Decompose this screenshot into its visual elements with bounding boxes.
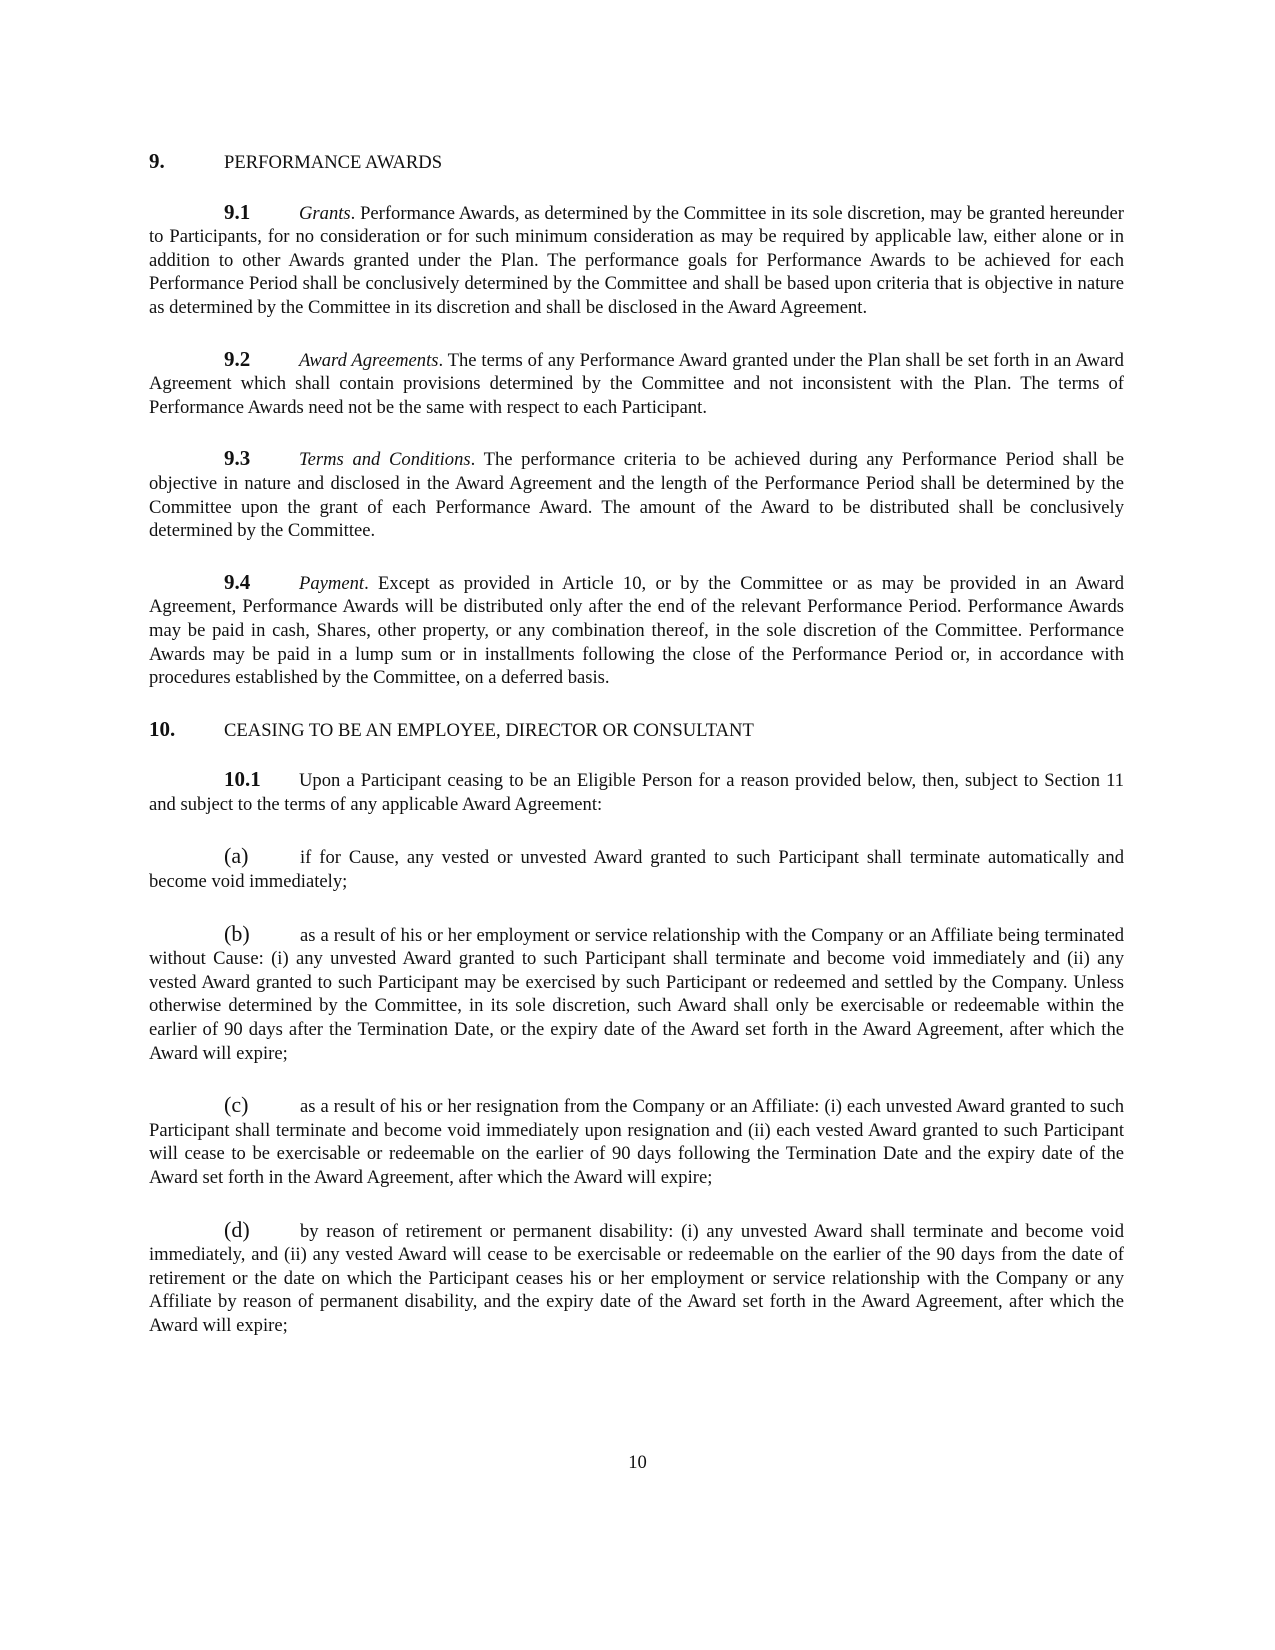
clause-label: (d): [224, 1216, 250, 1242]
clause-text: if for Cause, any vested or unvested Award granted to such Participant shall terminate automatically and become void immediately;: [149, 847, 1124, 893]
paragraph-text: . Performance Awards, as determined by the Committee in its sole discretion, may be granted hereunder to Participants, for no consideration or for such minimum consideration as may be required by applicable law, either alone or in addition to other Awards granted under the Plan. The performance goals for Performance Awards to be achieved for each Performance Period shall be conclusively determined by the Committee and shall be based upon criteria that is objective in nature as determined by the Committee in its discretion and shall be disclosed in the Award Agreement.: [149, 202, 1124, 318]
page-number: 10: [628, 1452, 647, 1473]
paragraph-9-2: [149, 348, 1124, 420]
paragraph-text: . Except as provided in Article 10, or by the Committee or as may be provided in an Award Agreement, Performance Awards will be distributed only after the end of the relevant Performance Period. Performance Awards may be paid in cash, Shares, other property, or any combination thereof, in the sole discretion of the Committee. Performance Awards may be paid in a lump sum or in installments following the close of the Performance Period or, in accordance with procedures established by the Committee, on a deferred basis.: [149, 572, 1124, 689]
subsection-title: Terms and Conditions: [299, 449, 471, 471]
paragraph-text: . The performance criteria to be achieved during any Performance Period shall be objective in nature and disclosed in the Award Agreement and the length of the Performance Period shall be determined by the Committee upon the grant of each Performance Award. The amount of the Award to be distributed shall be conclusively determined by the Committee.: [149, 449, 1124, 542]
paragraph-9-3: [149, 447, 1124, 542]
clause-text: by reason of retirement or permanent disability: (i) any unvested Award shall terminate and become void immediately, and (ii) any vested Award will cease to be exercisable or redeemable on the earlier of the 90 days from the date of retirement or the date on which the Participant ceases his or her employment or service relationship with the Company or any Affiliate by reason of permanent disability, and the expiry date of the Award set forth in the Award Agreement, after which the Award will expire;: [149, 1220, 1124, 1336]
document-page: [149, 150, 1124, 1366]
clause-b: [149, 922, 1124, 1066]
clause-label: (a): [224, 843, 249, 869]
section-number: 9.: [149, 149, 165, 173]
subsection-title: Grants: [299, 202, 351, 224]
paragraph-text: Upon a Participant ceasing to be an Eligible Person for a reason provided below, then, subject to Section 11 and subject to the terms of any applicable Award Agreement:: [149, 770, 1124, 815]
subsection-number: 10.1: [224, 767, 261, 792]
clause-c: [149, 1093, 1124, 1189]
section-10-heading: [149, 718, 1124, 743]
subsection-title: Payment: [299, 572, 365, 594]
subsection-number: 9.4: [224, 569, 251, 594]
paragraph-10-1: [149, 768, 1124, 816]
clause-d: [149, 1218, 1124, 1338]
section-number: 10.: [149, 716, 176, 741]
section-9-heading: [149, 150, 1124, 175]
subsection-number: 9.2: [224, 346, 251, 371]
clause-label: (c): [224, 1092, 249, 1118]
clause-text: as a result of his or her resignation from the Company or an Affiliate: (i) each unvested Award granted to such Participant shall terminate and become void immediately upon resignation and (ii) each vested Award granted to such Participant will cease to be exercisable or redeemable on the earlier of 90 days following the Termination Date and the expiry date of the Award set forth in the Award Agreement, after which the Award will expire;: [149, 1096, 1124, 1188]
clause-label: (b): [224, 920, 250, 946]
subsection-number: 9.3: [224, 446, 251, 471]
section-title: PERFORMANCE AWARDS: [224, 152, 443, 173]
paragraph-text: . The terms of any Performance Award granted under the Plan shall be set forth in an Award Agreement which shall contain provisions determined by the Committee and not inconsistent with the Plan. The terms of Performance Awards need not be the same with respect to each Participant.: [149, 349, 1124, 418]
subsection-number: 9.1: [224, 199, 251, 224]
paragraph-9-1: [149, 201, 1124, 320]
subsection-title: Award Agreements: [299, 349, 439, 371]
clause-text: as a result of his or her employment or service relationship with the Company or an Affiliate being terminated without Cause: (i) any unvested Award granted to such Participant shall terminate and become void immediately and (ii) any vested Award granted to such Participant may be exercised by such Participant or redeemed and settled by the Company. Unless otherwise determined by the Committee, in its sole discretion, such Award shall only be exercisable or redeemable within the earlier of 90 days after the Termination Date, or the expiry date of the Award set forth in the Award Agreement, after which the Award will expire;: [149, 924, 1124, 1064]
section-title: CEASING TO BE AN EMPLOYEE, DIRECTOR OR CONSULTANT: [224, 719, 754, 741]
clause-a: [149, 844, 1124, 893]
paragraph-9-4: [149, 571, 1124, 690]
